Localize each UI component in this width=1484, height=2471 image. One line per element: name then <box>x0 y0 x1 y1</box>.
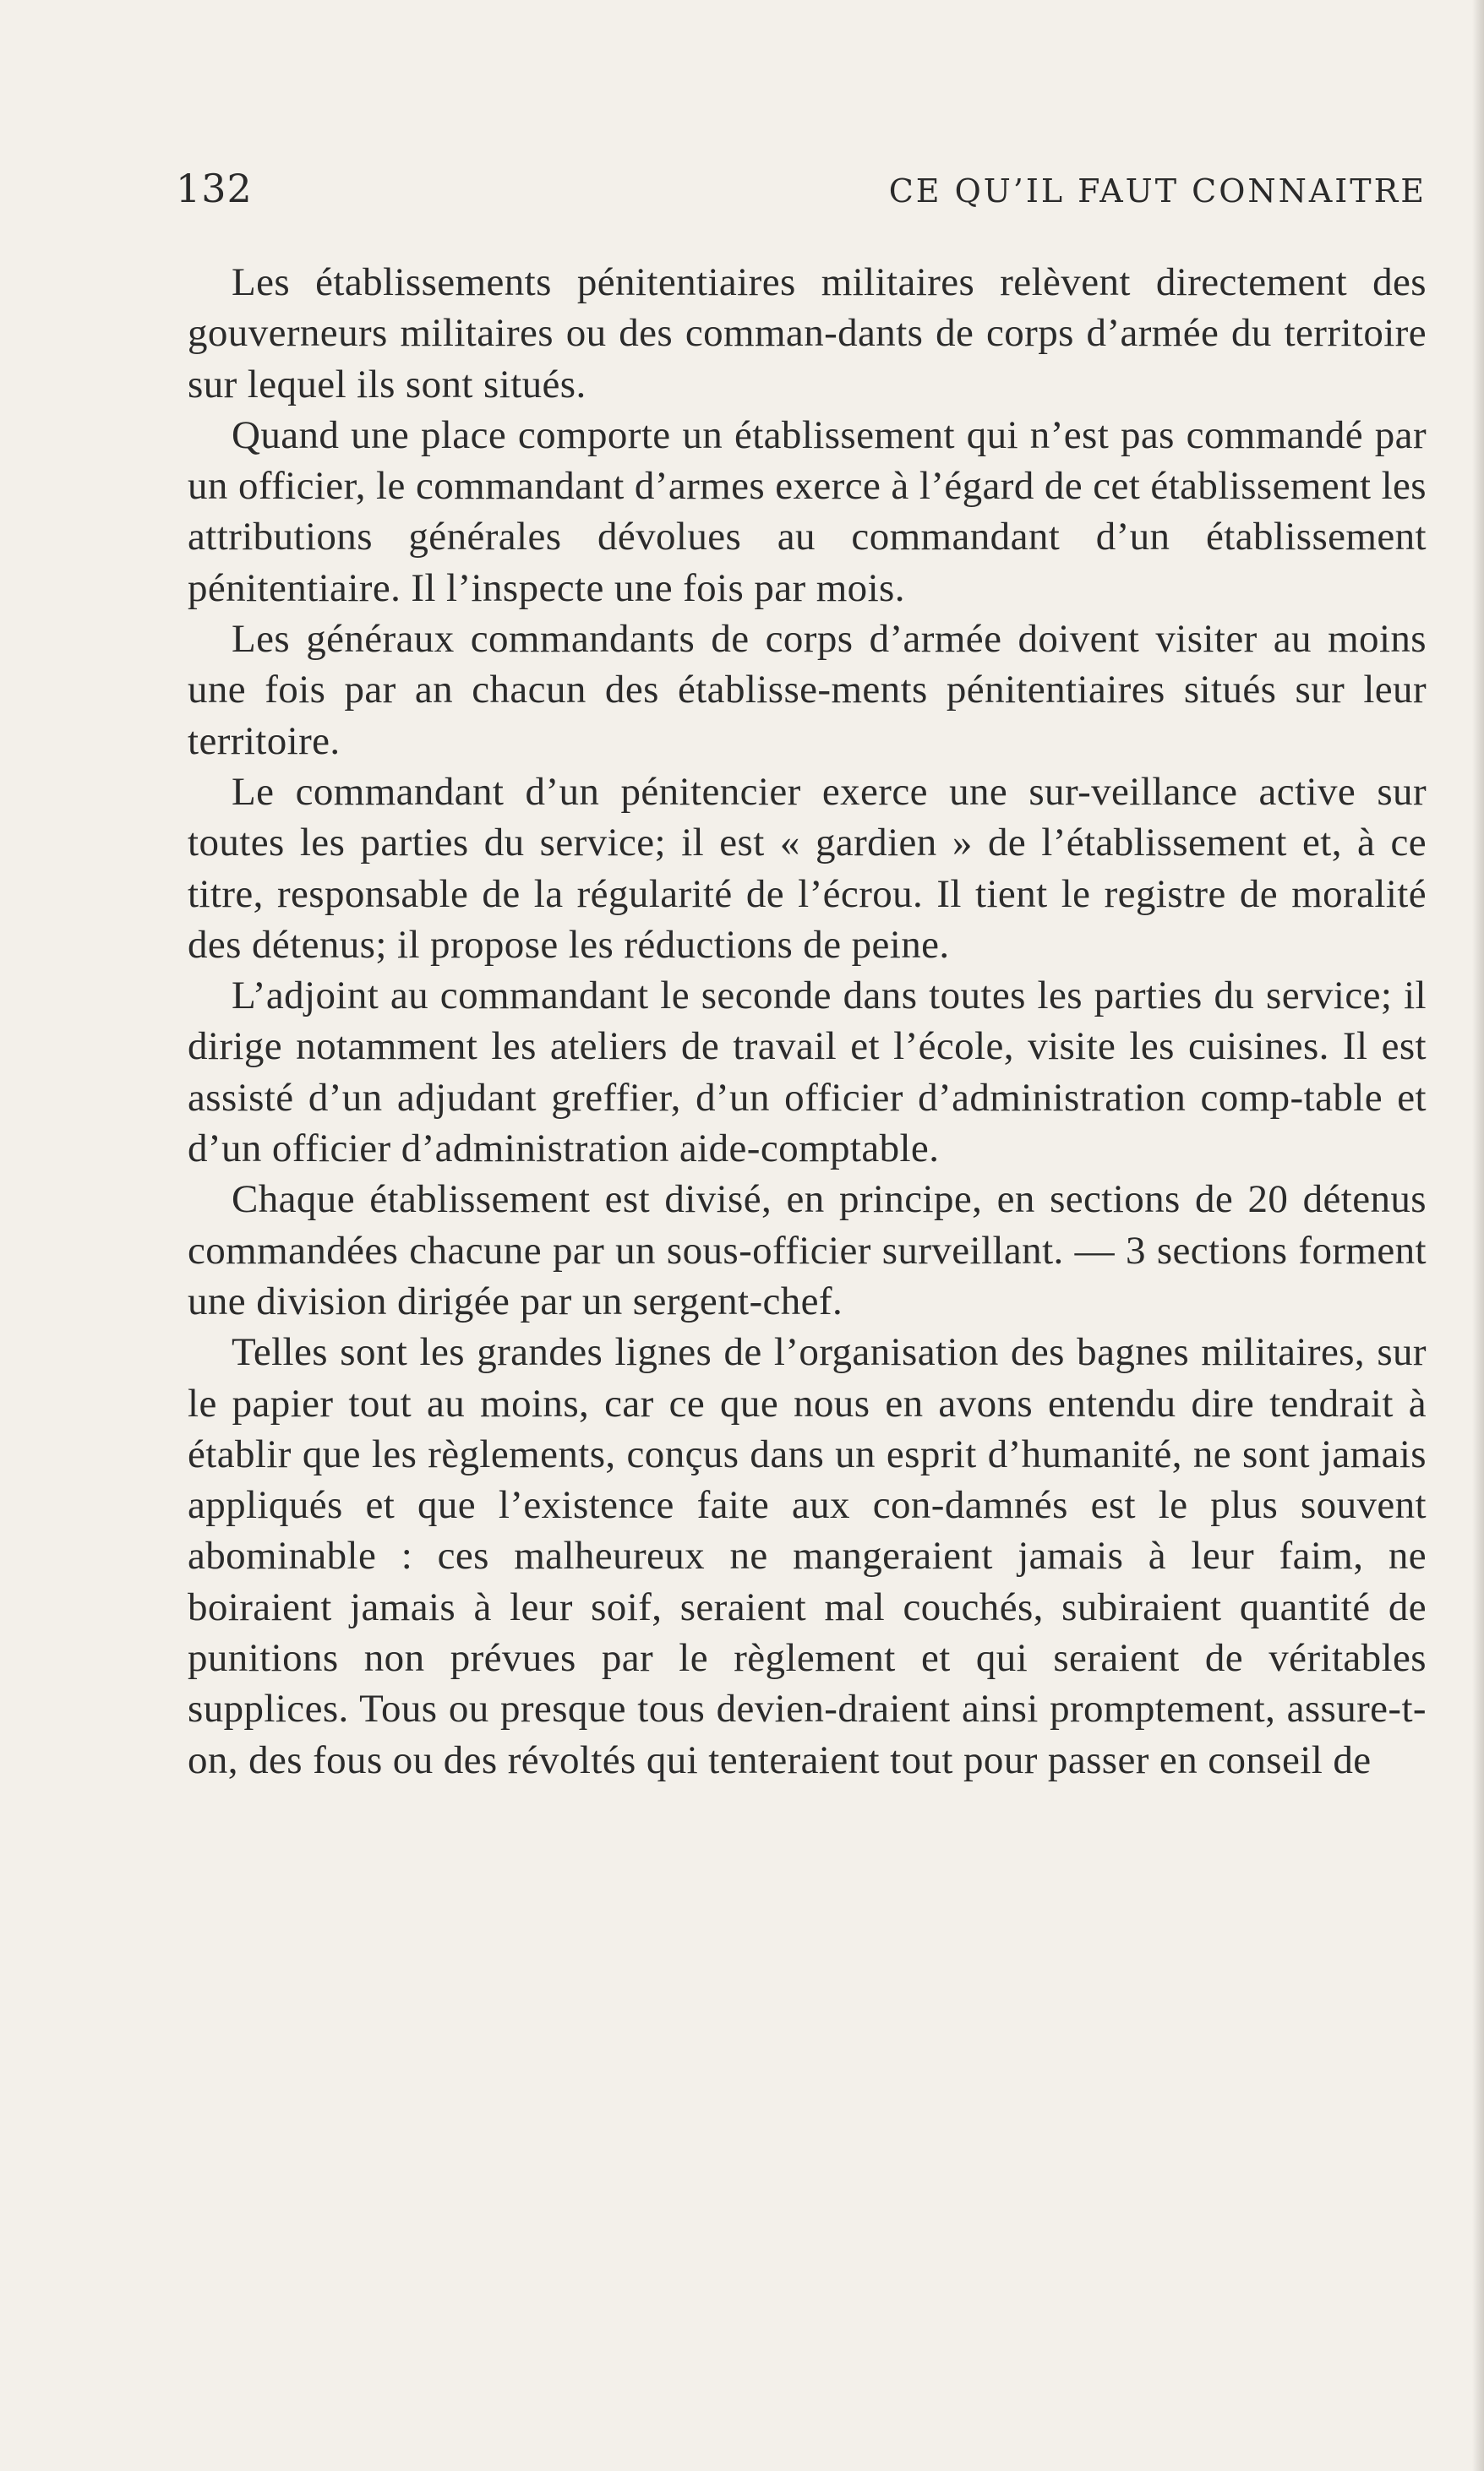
page-number: 132 <box>176 166 253 211</box>
page-edge-shadow <box>1472 0 1484 2471</box>
running-head: CE QU’IL FAUT CONNAITRE <box>888 172 1427 210</box>
paragraph: Telles sont les grandes lignes de l’organisation des bagnes militaires, sur le papier tout au moins, car ce que nous en avons entendu dire tendrait à établir que les règlements, conçus dans un esprit d’humanité, ne sont jamais appliqués et que l’existence faite aux con-damnés est le plus souvent abominable : ces malheureux ne mangeraient jamais à leur faim, ne boiraient jamais à leur soif, seraient mal couchés, subiraient quantité de punitions non prévues par le règlement et qui seraient de véritables supplices. Tous ou presque tous devien-draient ainsi promptement, assure-t-on, des fous ou des révoltés qui tenteraient tout pour passer en conseil de <box>188 1330 1427 1782</box>
paragraph: L’adjoint au commandant le seconde dans toutes les parties du service; il dirige notamment les ateliers de travail et l’école, visite les cuisines. Il est assisté d’un adjudant greffier, d’un officier d’administration comp-table et d’un officier d’administration aide-comptable. <box>188 974 1427 1171</box>
body-text <box>188 257 1427 1786</box>
paragraph: Les généraux commandants de corps d’armée doivent visiter au moins une fois par an chacun des établisse-ments pénitentiaires situés sur leur territoire. <box>188 617 1427 763</box>
paragraph: Quand une place comporte un établissement qui n’est pas commandé par un officier, le commandant d’armes exerce à l’égard de cet établissement les attributions générales dévolues au commandant d’un établissement pénitentiaire. Il l’inspecte une fois par mois. <box>188 412 1427 610</box>
paragraph: Le commandant d’un pénitencier exerce une sur-veillance active sur toutes les parties du service; il est « gardien » de l’établissement et, à ce titre, responsable de la régularité de l’écrou. Il tient le registre de moralité des détenus; il propose les réductions de peine. <box>188 769 1427 967</box>
paragraph: Les établissements pénitentiaires militaires relèvent directement des gouverneurs militaires ou des comman-dants de corps d’armée du territoire sur lequel ils sont situés. <box>188 260 1427 406</box>
page-header <box>176 166 1427 225</box>
paragraph: Chaque établissement est divisé, en principe, en sections de 20 détenus commandées chacune par un sous-officier surveillant. — 3 sections forment une division dirigée par un sergent-chef. <box>188 1177 1427 1323</box>
